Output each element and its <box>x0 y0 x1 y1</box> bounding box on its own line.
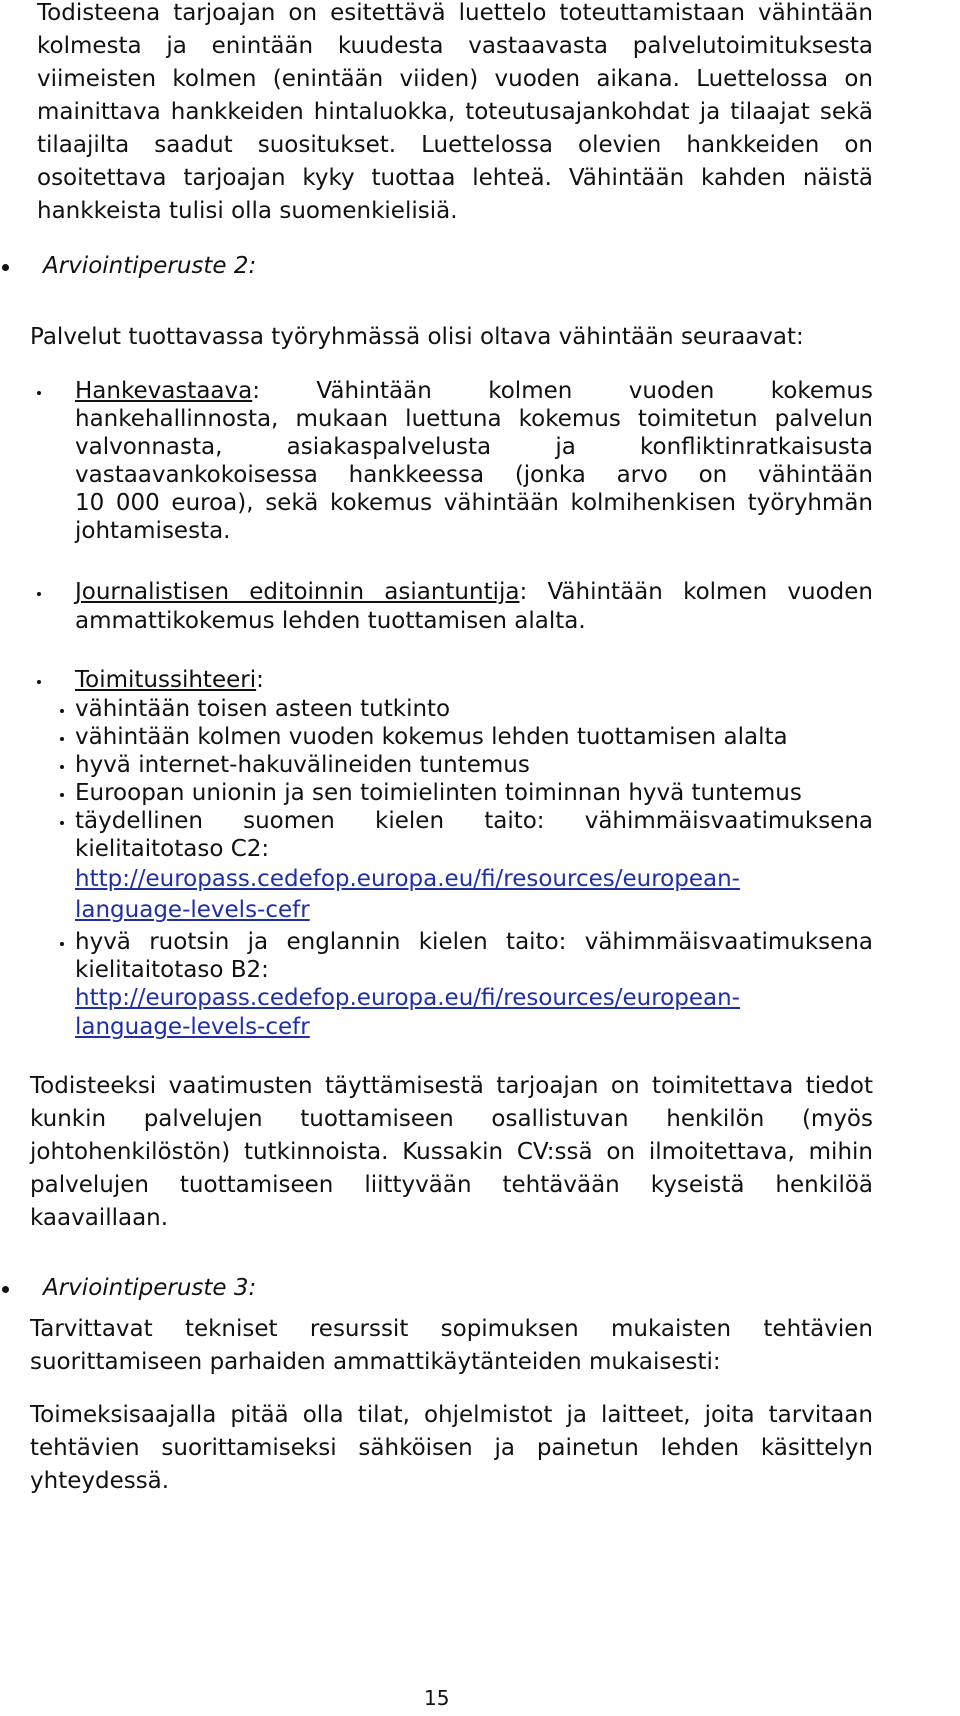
list-item: Euroopan unionin ja sen toimielinten toiminnan hyvä tuntemus <box>75 780 802 806</box>
text-line: kaavaillaan. <box>30 1205 169 1231</box>
text-line: vastaavankokoisessa hankkeessa (jonka arvo on vähintään <box>75 462 873 488</box>
role-title-secretary: Toimitussihteeri <box>75 667 257 693</box>
text-line: hankkeista tulisi olla suomenkielisiä. <box>37 198 458 224</box>
criterion-3-heading: Arviointiperuste 3: <box>43 1275 257 1301</box>
text-line: yhteydessä. <box>30 1468 170 1494</box>
text-line: palvelujen tuottamiseen liittyvään tehtävään kyseistä henkilöä <box>30 1172 873 1198</box>
role-editor-line <box>75 577 873 607</box>
text-line: Toimeksisaajalla pitää olla tilat, ohjelmistot ja laitteet, joita tarvitaan <box>30 1402 873 1428</box>
text-line: johtamisesta. <box>75 518 231 544</box>
list-item: hyvä internet-hakuvälineiden tuntemus <box>75 752 530 778</box>
bullet-icon <box>37 680 41 684</box>
criterion-2-heading: Arviointiperuste 2: <box>43 253 257 279</box>
bullet-icon <box>60 737 64 741</box>
list-item: hyvä ruotsin ja englannin kielen taito: vähimmäisvaatimuksena <box>75 929 873 955</box>
bullet-icon <box>60 765 64 769</box>
text-line: kolmesta ja enintään kuudesta vastaavasta palvelutoimituksesta <box>37 33 873 59</box>
text-line: tehtävien suorittamiseksi sähköisen ja painetun lehden käsittelyn <box>30 1435 873 1461</box>
bullet-icon <box>2 264 9 271</box>
bullet-icon <box>37 391 41 395</box>
text-line: 10 000 euroa), sekä kokemus vähintään kolmihenkisen työryhmän <box>75 490 873 516</box>
bullet-icon <box>60 709 64 713</box>
role-title-editor: Journalistisen editoinnin asiantuntija <box>75 579 520 605</box>
text-line: Todisteena tarjoajan on esitettävä luettelo toteuttamistaan vähintään <box>37 0 873 26</box>
text-line: Todisteeksi vaatimusten täyttämisestä tarjoajan on toimitettava tiedot <box>30 1073 873 1099</box>
text-line: suorittamiseen parhaiden ammattikäytänteiden mukaisesti: <box>30 1349 721 1375</box>
text-line: tilaajilta saadut suositukset. Luettelossa olevien hankkeiden on <box>37 132 873 158</box>
cefr-link-continued[interactable]: language-levels-cefr <box>75 1014 310 1040</box>
text-line: kielitaitotaso B2: <box>75 957 269 983</box>
cefr-link-continued[interactable]: language-levels-cefr <box>75 897 310 923</box>
role-title-manager: Hankevastaava <box>75 378 253 404</box>
role-text: : <box>256 667 264 693</box>
bullet-icon <box>60 821 64 825</box>
text-line: ammattikokemus lehden tuottamisen alalta. <box>75 608 586 634</box>
text-line: kielitaitotaso C2: <box>75 836 270 862</box>
text-line: hankehallinnosta, mukaan luettuna kokemus toimitetun palvelun <box>75 406 873 432</box>
text-line: kunkin palvelujen tuottamiseen osallistuvan henkilön (myös <box>30 1106 873 1132</box>
list-item: täydellinen suomen kielen taito: vähimmäisvaatimuksena <box>75 808 873 834</box>
bullet-icon <box>37 592 41 596</box>
criterion-2-lead: Palvelut tuottavassa työryhmässä olisi oltava vähintään seuraavat: <box>30 324 804 350</box>
cefr-link[interactable]: http://europass.cedefop.europa.eu/fi/resources/european- <box>75 985 740 1011</box>
list-item: vähintään toisen asteen tutkinto <box>75 696 451 722</box>
bullet-icon <box>60 793 64 797</box>
bullet-icon <box>60 942 64 946</box>
text-line: johtohenkilöstön) tutkinnoista. Kussakin CV:ssä on ilmoitettava, mihin <box>30 1139 873 1165</box>
text-line: valvonnasta, asiakaspalvelusta ja konfliktinratkaisusta <box>75 434 873 460</box>
text-line: osoitettava tarjoajan kyky tuottaa lehteä. Vähintään kahden näistä <box>37 165 873 191</box>
cefr-link[interactable]: http://europass.cedefop.europa.eu/fi/resources/european- <box>75 866 740 892</box>
role-manager-line <box>75 376 873 406</box>
list-item: vähintään kolmen vuoden kokemus lehden tuottamisen alalta <box>75 724 788 750</box>
role-secretary-line <box>75 665 264 695</box>
text-line: viimeisten kolmen (enintään viiden) vuoden aikana. Luettelossa on <box>37 66 873 92</box>
text-line: mainittava hankkeiden hintaluokka, toteutusajankohdat ja tilaajat sekä <box>37 99 873 125</box>
bullet-icon <box>2 1286 9 1293</box>
role-text: : Vähintään kolmen vuoden kokemus <box>252 378 873 404</box>
page-number: 15 <box>424 1686 450 1710</box>
role-text: : Vähintään kolmen vuoden <box>519 579 873 605</box>
text-line: Tarvittavat tekniset resurssit sopimuksen mukaisten tehtävien <box>30 1316 873 1342</box>
